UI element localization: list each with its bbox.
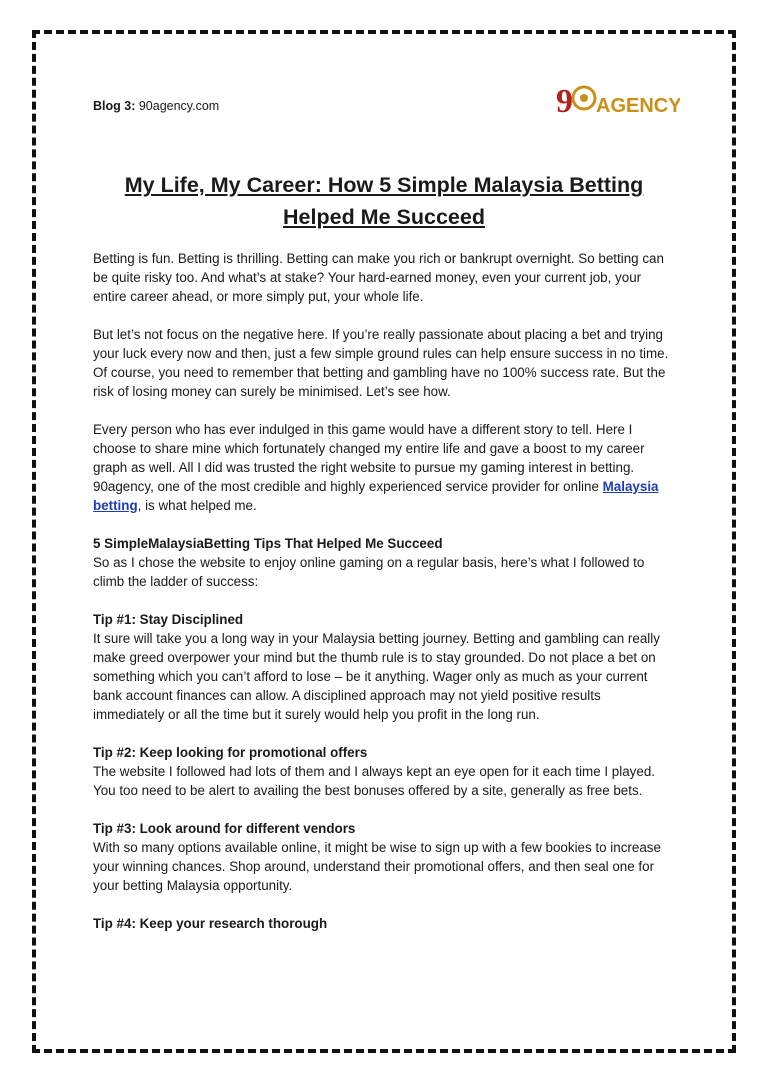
article-body [93, 249, 675, 952]
tip-text: It sure will take you a long way in your Malaysia betting journey. Betting and gambling can really make greed overpower your mind but the thumb rule is to stay grounded. Do not place a bet on something which you can’t afford to lose – be it anything. Wager only as much as your current bank account finances can allow. A disciplined approach may not yield positive results immediately or all the time but it surely would help you profit in the long run. [93, 631, 660, 722]
tip-3 [93, 819, 675, 895]
tip-heading: Tip #1: Stay Disciplined [93, 612, 244, 627]
tips-intro: So as I chose the website to enjoy online gaming on a regular basis, here’s what I followed to climb the ladder of success: [93, 555, 645, 589]
logo-agency-text: AGENCY [596, 95, 680, 117]
malaysia-betting-link[interactable]: Malaysia betting [93, 479, 659, 513]
tips-heading: 5 SimpleMalaysiaBetting Tips That Helped Me Succeed [93, 536, 443, 551]
logo-nine: 9 [556, 83, 573, 120]
tip-2 [93, 743, 675, 800]
tip-heading: Tip #4: Keep your research thorough [93, 916, 328, 931]
agency-logo [556, 82, 680, 122]
tip-text: With so many options available online, it might be wise to sign up with a few bookies to increase your winning chances. Shop around, understand their promotional offers, and then seal one for your betting Malaysia opportunity. [93, 840, 661, 893]
tip-text: The website I followed had lots of them and I always kept an eye open for it each time I played. You too need to be alert to availing the best bonuses offered by a site, generally as free bets. [93, 764, 655, 798]
tip-heading: Tip #3: Look around for different vendors [93, 821, 356, 836]
blog-site: 90agency.com [138, 99, 220, 113]
tip-4 [93, 914, 675, 933]
blog-label [93, 99, 219, 113]
paragraph: But let’s not focus on the negative here. If you’re really passionate about placing a bet and trying your luck every now and then, just a few simple ground rules can help ensure success in no time. Of course, you need to remember that betting and gambling have no 100% success rate. But the risk of losing money can surely be minimised. Let’s see how. [93, 327, 669, 399]
tip-1 [93, 610, 675, 724]
paragraph: Betting is fun. Betting is thrilling. Betting can make you rich or bankrupt overnight. So betting can be quite risky too. And what’s at stake? Your hard-earned money, even your current job, your entire career ahead, or more simply put, your whole life. [93, 251, 664, 304]
page-title: My Life, My Career: How 5 Simple Malaysia Betting Helped Me Succeed [124, 173, 644, 229]
logo-center-dot [580, 94, 588, 102]
blog-number: Blog 3: [93, 99, 136, 113]
paragraph: Every person who has ever indulged in this game would have a different story to tell. Here I choose to share mine which fortunately changed my entire life and gave a boost to my career graph as well. All I did was trusted the right website to pursue my gaming interest in betting. 90agency, one of the most credible and highly experienced service provider for online Malaysia betting, is what helped me. [93, 422, 659, 513]
tips-section [93, 534, 675, 591]
tip-heading: Tip #2: Keep looking for promotional offers [93, 745, 368, 760]
